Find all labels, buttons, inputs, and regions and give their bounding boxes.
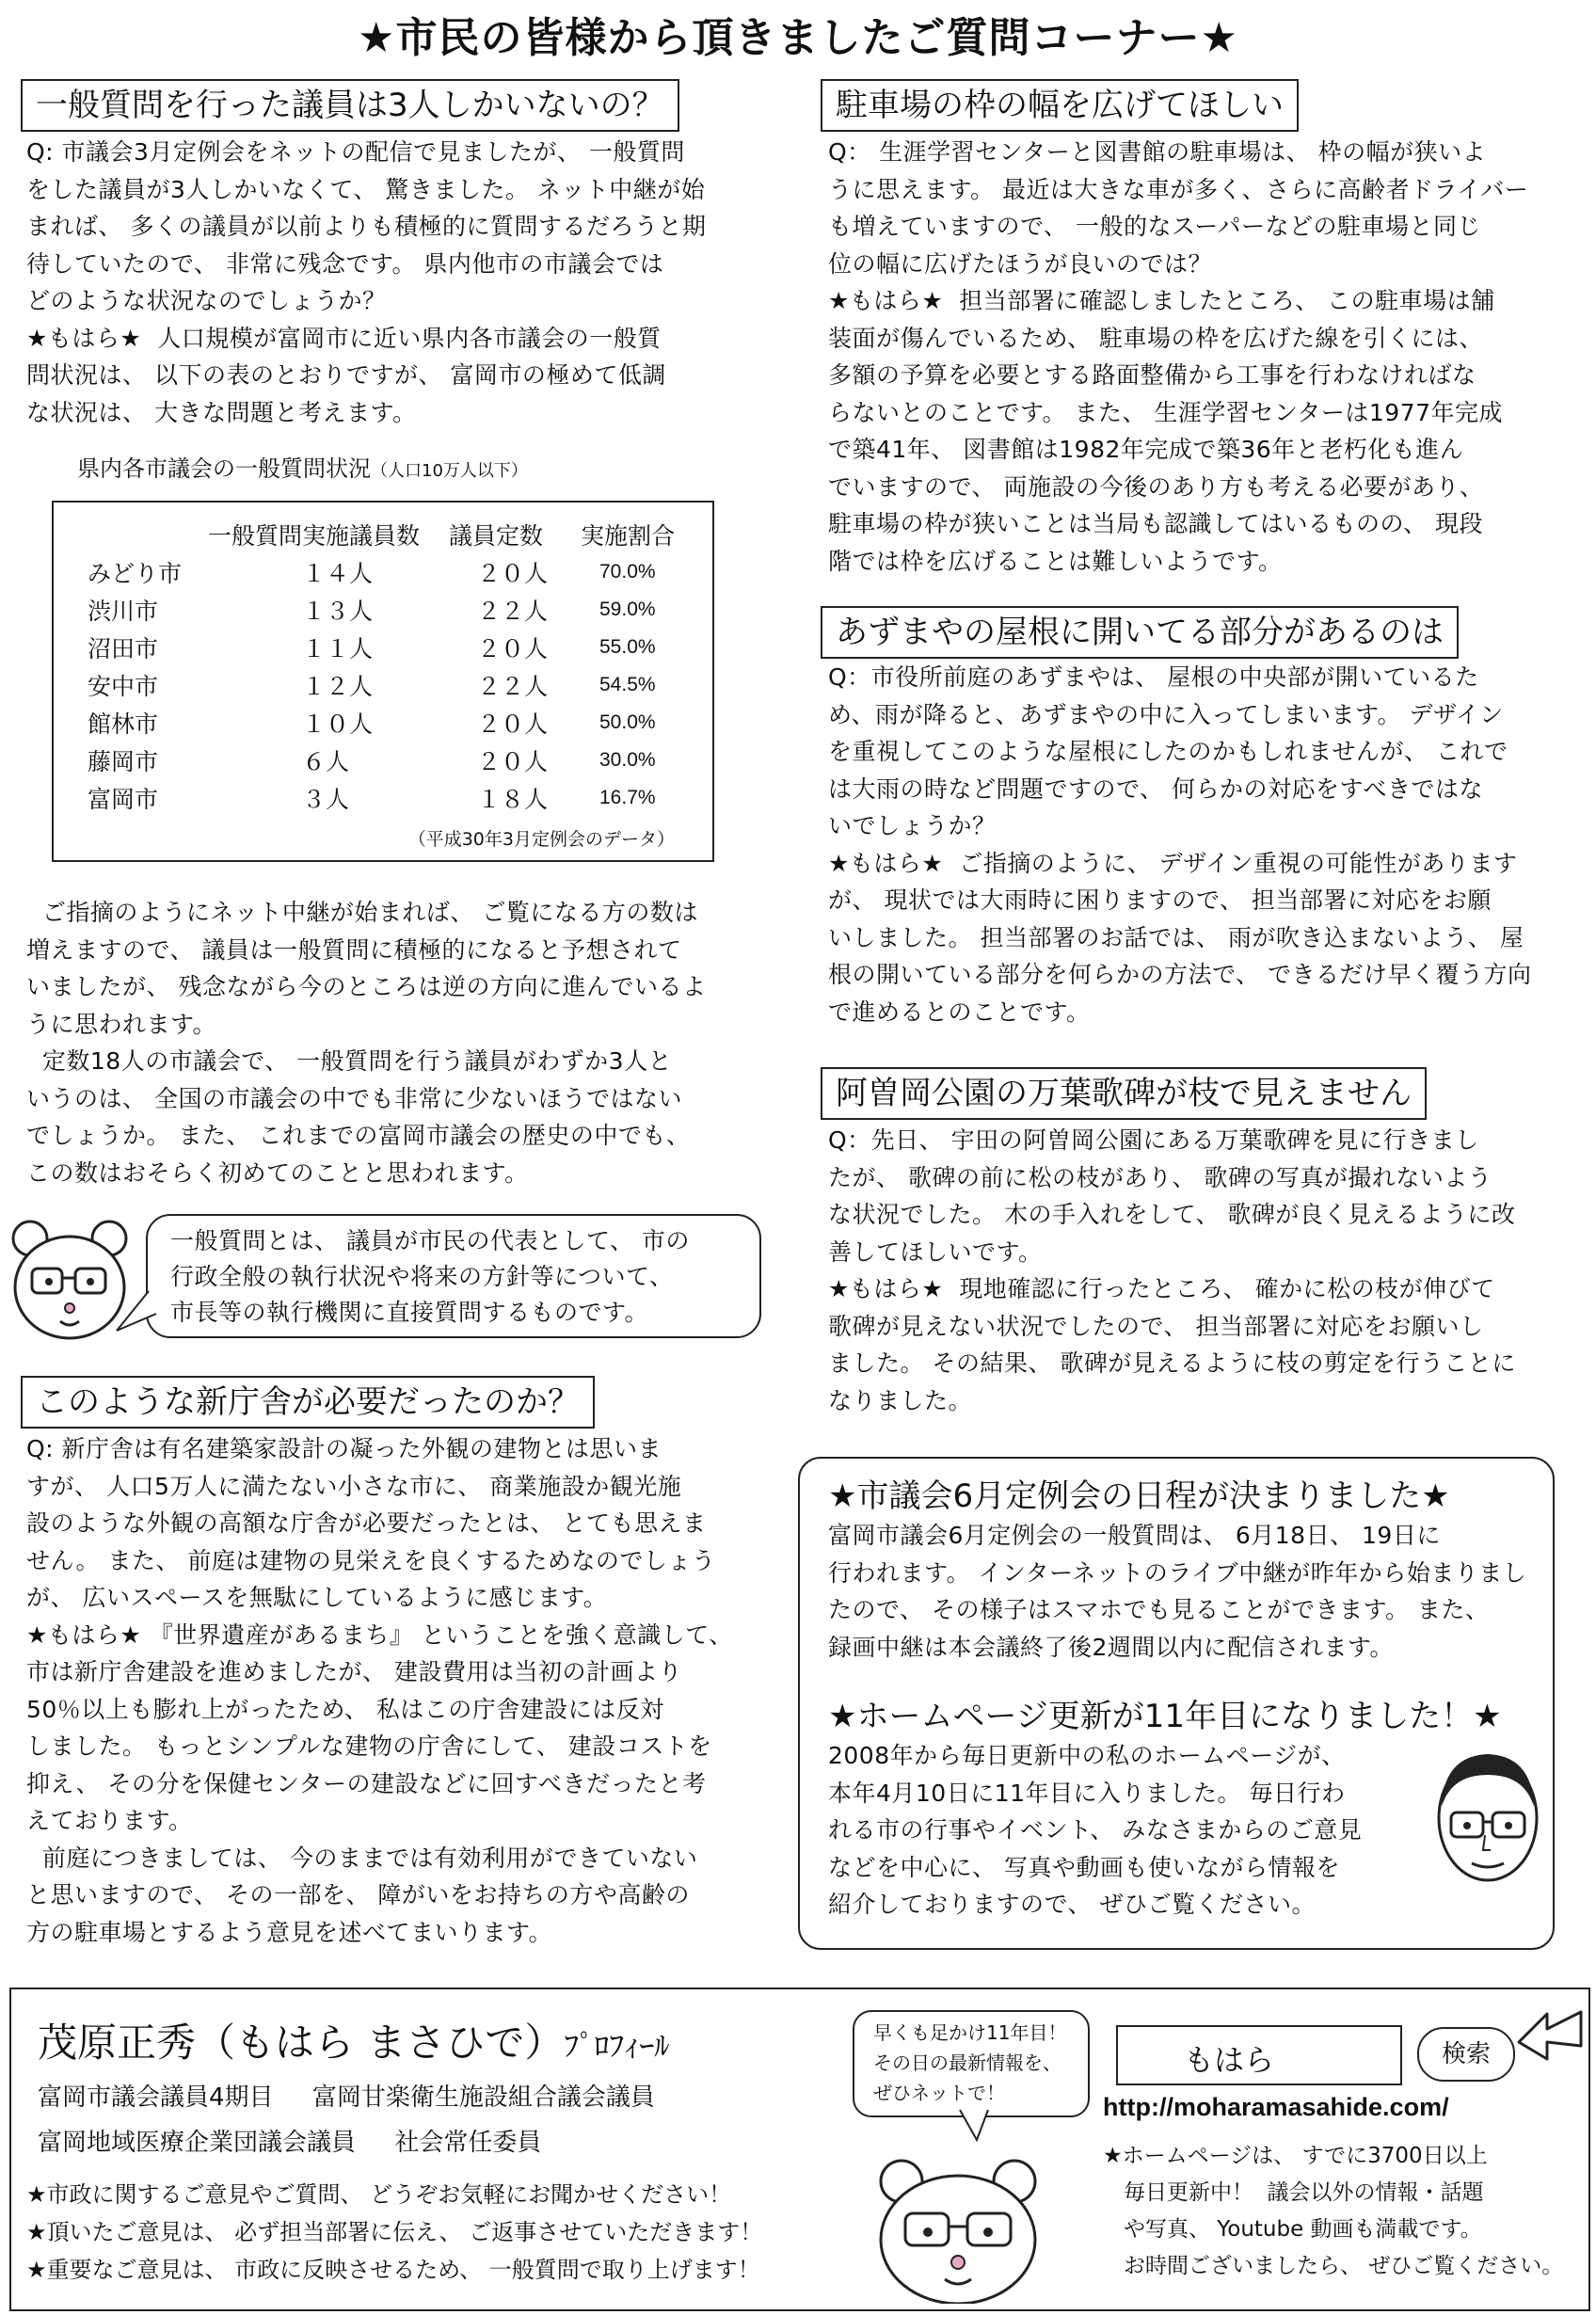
q1-after: ご指摘のようにネット中継が始まれば、 ご覧になる方の数は 増えますので、 議員は一般質問に積極的になると予想されて いましたが、 残念ながら今のところは逆の方向に進んでいるよ うに思われます。 定数18人の市議会で、 一般質問を行う議員がわずか3人と いうのは、 全国の市議会の中でも非常に少ないほうではない でしょうか。 また、 これまでの富岡市議会の歴史の中でも、 この数はおそらく初めてのことと思われます。 (26, 899, 707, 1187)
table-row (88, 704, 703, 742)
table-header-row (88, 516, 703, 553)
table-title (77, 450, 528, 483)
table-cell-city: 沼田市 (88, 635, 159, 663)
table-header-seats: 議員定数 (449, 522, 544, 550)
table-cell-seats: ２２人 (477, 673, 549, 700)
q4-body: Q：市役所前庭のあずまやは、 屋根の中央部が開いているた め、雨が降ると、あずまやの中に入ってしまいます。 デザイン を重視してこのような屋根にしたのかもしれませんが、 これで は大雨の時など問題ですので、 何らかの対応をすべきではな いでしょうか？ ★もはら★ ご指摘のように、 デザイン重視の可能性があります が、 現状では大雨時に困りますので、 担当部署に対応をお願 いしました。 担当部署のお話では、 雨が吹き込まないよう、 屋 根の開いている部分を何らかの方法で、 できるだけ早く覆う方向 で進めるとのことです。 (828, 663, 1532, 1026)
profile-bullet: ★頂いたご意見は、 必ず担当部署に伝え、 ご返事させていただきます！ (26, 2219, 763, 2245)
promo-bubble-tail-icon (958, 2108, 996, 2144)
search-button[interactable]: 検索 (1417, 2027, 1515, 2082)
bubble-text: 一般質問とは、 議員が市民の代表として、 市の 行政全般の執行状況や将来の方針等について、 市長等の執行機関に直接質問するものです。 (170, 1227, 690, 1326)
promo-bubble (853, 2010, 1090, 2117)
table-cell-ratio: 50.0% (599, 711, 656, 733)
table-cell-city: 富岡市 (88, 786, 159, 813)
q3-heading: 駐車場の枠の幅を広げてほしい (821, 79, 1299, 132)
q2-heading: このような新庁舎が必要だったのか？ (21, 1376, 595, 1429)
table-cell-ratio: 16.7% (599, 787, 656, 808)
table-row (88, 591, 703, 629)
table-cell-count: ３人 (302, 786, 350, 813)
table-cell-seats: ２２人 (477, 598, 549, 625)
table-title-text: 県内各市議会の一般質問状況 (77, 455, 371, 482)
q1-heading: 一般質問を行った議員は3人しかいないの？ (21, 79, 679, 132)
profile-bullet: ★重要なご意見は、 市政に反映させるため、 一般質問で取り上げます！ (26, 2257, 760, 2283)
q4-heading: あずまやの屋根に開いてる部分があるのは (821, 606, 1459, 659)
table-cell-count: １２人 (302, 673, 374, 700)
table-cell-ratio: 30.0% (599, 749, 656, 771)
homepage-body: 2008年から毎日更新中の私のホームページが、 本年4月10日に11年目に入りました。 毎日行わ れる市の行事やイベント、 みなさまからのご意見 などを中心に、 写真や動画も使いながら情報を 紹介しておりますので、 ぜひご覧ください。 (828, 1742, 1363, 1918)
table-header-ratio: 実施割合 (581, 522, 676, 550)
table-row (88, 779, 703, 817)
speech-bubble (146, 1214, 761, 1338)
profile-name: 茂原正秀（もはら まさひで） (38, 2020, 565, 2066)
table-note: （平成30年3月定例会のデータ） (407, 829, 675, 850)
q3-body: Q： 生涯学習センターと図書館の駐車場は、 枠の幅が狭いよ うに思えます。 最近は大きな車が多く、さらに高齢者ドライバー も増えていますので、 一般的なスーパーなどの駐車場と同じ 位の幅に広げたほうが良いのでは？ ★もはら★ 担当部署に確認しましたところ、 この駐車場は舗 装面が傷んでいるため、 駐車場の枠を広げた線を引くには、 多額の予算を必要とする路面整備から工事を行わなければな らないとのことです。 また、 生涯学習センターは1977年完成 で築41年、 図書館は1982年完成で築36年と老朽化も進ん でいますので、 両施設の今後のあり方も考える必要があり、 駐車場の枠が狭いことは当局も認識してはいるものの、 現段 階では枠を広げることは難しいようです。 (828, 138, 1529, 575)
table-header-city (88, 516, 208, 553)
author-portrait-icon (1430, 1737, 1545, 1897)
profile-name-row (38, 2012, 669, 2068)
table-row (88, 629, 703, 666)
homepage-heading: ★ホームページ更新が11年目になりました！★ (828, 1698, 1502, 1735)
profile-bullet: ★市政に関するご意見やご質問、 どうぞお気軽にお聞かせください！ (26, 2181, 732, 2208)
table-cell-city: 渋川市 (88, 598, 159, 625)
table-cell-count: １４人 (302, 560, 374, 587)
table-cell-ratio: 70.0% (599, 561, 656, 583)
homepage-url-link[interactable]: http://moharamasahide.com/ (1103, 2093, 1449, 2121)
arrow-left-icon (1515, 2004, 1587, 2076)
homepage-note: ★ホームページは、 すでに3700日以上 毎日更新中！ 議会以外の情報・話題 や写真、 Youtube 動画も満載です。 お時間ございましたら、 ぜひご覧ください。 (1103, 2144, 1564, 2278)
bear-mascot-bottom-icon (873, 2153, 1043, 2304)
bubble-tail-icon (115, 1289, 160, 1336)
search-input[interactable] (1116, 2025, 1402, 2085)
table-cell-city: 藤岡市 (88, 748, 159, 775)
table-cell-ratio: 55.0% (599, 636, 656, 658)
table-cell-ratio: 54.5% (599, 674, 656, 695)
q1-body: Q: 市議会3月定例会をネットの配信で見ましたが、 一般質問 をした議員が3人しかいなくて、 驚きました。 ネット中継が始 まれば、 多くの議員が以前よりも積極的に質問するだろうと期 待していたので、 非常に残念です。 県内他市の市議会では どのような状況なのでしょうか？ ★もはら★ 人口規模が富岡市に近い県内各市議会の一般質 問状況は、 以下の表のとおりですが、 富岡市の極めて低調 な状況は、 大きな問題と考えます。 (26, 138, 707, 426)
table-row (88, 742, 703, 779)
schedule-heading: ★市議会6月定例会の日程が決まりました★ (828, 1477, 1450, 1515)
search-term: もはら (1184, 2042, 1275, 2078)
table-header-count: 一般質問実施議員数 (208, 522, 421, 550)
schedule-body: 富岡市議会6月定例会の一般質問は、 6月18日、 19日に 行われます。 インターネットのライブ中継が昨年から始まりまし たので、 その様子はスマホでも見ることができます。 また、 録画中継は本会議終了後2週間以内に配信されます。 (828, 1522, 1527, 1661)
table-cell-city: 館林市 (88, 710, 159, 738)
table-cell-count: １３人 (302, 598, 374, 625)
table-cell-city: 安中市 (88, 673, 159, 700)
profile-suffix: ﾌﾟﾛﾌｨｰﾙ (564, 2028, 670, 2064)
profile-role-2: 富岡地域医療企業団議会議員 社会常任委員 (38, 2129, 542, 2157)
table-cell-seats: ２０人 (477, 635, 549, 663)
q2-body: Q: 新庁舎は有名建築家設計の凝った外観の建物とは思いま すが、 人口5万人に満たない小さな市に、 商業施設か観光施 設のような外観の高額な庁舎が必要だったとは、 とても思えま せん。 また、 前庭は建物の見栄えを良くするためなのでしょう が、 広いスペースを無駄にしているように感じます。 ★もはら★ 『世界遺産があるまち』 ということを強く意識して、 市は新庁舎建設を進めましたが、 建設費用は当初の計画より 50％以上も膨れ上がったため、 私はこの庁舎建設には反対 しました。 もっとシンプルな建物の庁舎にして、 建設コストを 抑え、 その分を保健センターの建設などに回すべきだったと考 えております。 前庭につきましては、 今のままでは有効利用ができていない と思いますので、 その一部を、 障がいをお持ちの方や高齢の 方の駐車場とするよう意見を述べてまいります。 (26, 1435, 733, 1946)
table-title-note: （人口10万人以下） (371, 461, 528, 481)
table-cell-seats: １８人 (477, 786, 549, 813)
bear-mascot-icon (8, 1214, 132, 1346)
q5-heading: 阿曽岡公園の万葉歌碑が枝で見えません (821, 1067, 1427, 1120)
profile-bullets (26, 2176, 762, 2289)
council-question-table (52, 501, 714, 862)
table-cell-seats: ２０人 (477, 560, 549, 587)
table-cell-ratio: 59.0% (599, 599, 656, 620)
table-row (88, 553, 703, 591)
table-cell-count: １１人 (302, 635, 374, 663)
profile-role-1: 富岡市議会議員4期目 富岡甘楽衛生施設組合議会議員 (38, 2084, 655, 2112)
promo-bubble-text: 早くも足かけ11年目！ その日の最新情報を、 ぜひネットで！ (873, 2021, 1067, 2104)
table-cell-seats: ２０人 (477, 710, 549, 738)
table-cell-city: みどり市 (88, 560, 183, 587)
table-cell-count: １０人 (302, 710, 374, 738)
table-cell-seats: ２０人 (477, 748, 549, 775)
table-cell-count: ６人 (302, 748, 350, 775)
q5-body: Q：先日、 宇田の阿曽岡公園にある万葉歌碑を見に行きまし たが、 歌碑の前に松の枝があり、 歌碑の写真が撮れないよう な状況でした。 木の手入れをして、 歌碑が良く見えるように改 善してほしいです。 ★もはら★ 現地確認に行ったところ、 確かに松の枝が伸びて 歌碑が見えない状況でしたので、 担当部署に対応をお願いし ました。 その結果、 歌碑が見えるように枝の剪定を行うことに なりました。 (828, 1126, 1516, 1414)
data-table (88, 516, 703, 817)
page-title: ★市民の皆様から頂きましたご質問コーナー★ (358, 14, 1238, 62)
table-row (88, 666, 703, 704)
